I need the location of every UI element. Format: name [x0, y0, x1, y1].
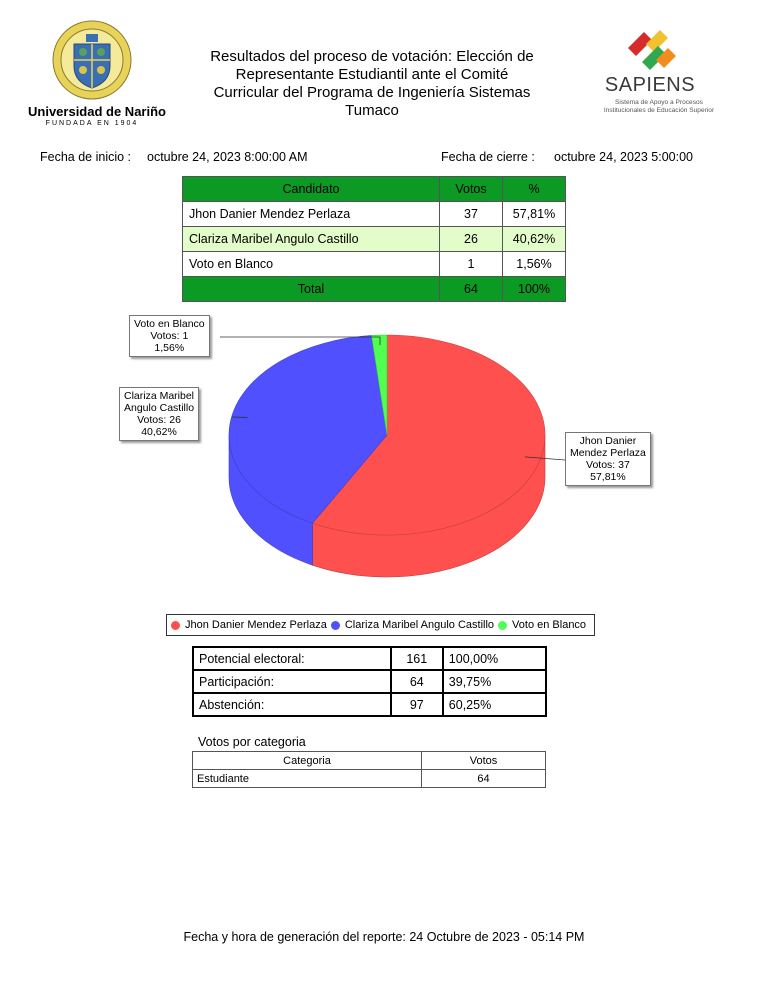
callout-jhon	[565, 432, 651, 486]
legend-label: Clariza Maribel Angulo Castillo	[344, 619, 495, 631]
sapiens-tagline	[600, 99, 718, 115]
results-header-row	[183, 177, 566, 202]
candidate-pct: 57,81%	[503, 202, 566, 227]
callout-clariza-pct: 40,62%	[141, 426, 177, 438]
category-table	[192, 751, 546, 788]
results-total-row	[183, 277, 566, 302]
university-logo	[28, 20, 166, 132]
results-table	[182, 176, 566, 302]
start-date-label: Fecha de inicio :	[40, 150, 132, 164]
header-candidato: Candidato	[183, 177, 440, 202]
chart-legend	[166, 614, 595, 636]
stat-value: 97	[391, 693, 443, 716]
legend-item-jhon	[171, 619, 327, 631]
callout-blanco-pct: 1,56%	[154, 342, 185, 354]
legend-item-blanco	[498, 619, 586, 631]
university-seal-icon	[52, 20, 132, 100]
callout-jhon-line-2: Mendez Perlaza	[570, 447, 646, 459]
callout-clariza-line-1: Clariza Maribel	[124, 390, 195, 402]
stat-pct: 100,00%	[443, 647, 546, 670]
candidate-votes: 26	[440, 227, 503, 252]
start-date-value: octubre 24, 2023 8:00:00 AM	[147, 150, 308, 164]
legend-item-clariza	[331, 619, 494, 631]
candidate-name: Jhon Danier Mendez Perlaza	[183, 202, 440, 227]
callout-clariza-line-2: Angulo Castillo	[124, 402, 195, 414]
total-label: Total	[183, 277, 440, 302]
legend-label: Jhon Danier Mendez Perlaza	[185, 619, 327, 631]
category-name: Estudiante	[193, 770, 422, 788]
end-date-value: octubre 24, 2023 5:00:00	[554, 150, 694, 164]
header-categoria: Categoria	[193, 752, 422, 770]
sapiens-tagline-2: Institucionales de Educación Superior	[603, 107, 715, 114]
title-line-1: Resultados del proceso de votación: Elección de	[210, 48, 534, 65]
candidate-name: Voto en Blanco	[183, 252, 440, 277]
header-votos: Votos	[422, 752, 546, 770]
sapiens-tagline-1: Sistema de Apoyo a Procesos	[615, 99, 703, 106]
stat-label: Participación:	[193, 670, 391, 693]
stat-value: 161	[391, 647, 443, 670]
stat-label: Potencial electoral:	[193, 647, 391, 670]
callout-blanco-votes: Votos: 1	[150, 330, 189, 342]
callout-blanco	[129, 315, 210, 357]
callout-blanco-line-1: Voto en Blanco	[134, 318, 205, 330]
sapiens-mark-icon	[622, 26, 678, 74]
participation-table	[192, 646, 547, 717]
total-pct: 100%	[503, 277, 566, 302]
table-row	[193, 693, 546, 716]
candidate-votes: 37	[440, 202, 503, 227]
university-founded: FUNDADA EN 1904	[45, 120, 139, 127]
header-pct: %	[503, 177, 566, 202]
table-row	[183, 252, 566, 277]
table-row	[193, 670, 546, 693]
callout-jhon-pct: 57,81%	[590, 471, 626, 483]
candidate-name: Clariza Maribel Angulo Castillo	[183, 227, 440, 252]
report-generated-footer: Fecha y hora de generación del reporte: 24 Octubre de 2023 - 05:14 PM	[183, 930, 585, 944]
category-header-row	[193, 752, 546, 770]
callout-clariza-votes: Votos: 26	[137, 414, 181, 426]
stat-value: 64	[391, 670, 443, 693]
header-votos: Votos	[440, 177, 503, 202]
table-row	[193, 647, 546, 670]
stat-label: Abstención:	[193, 693, 391, 716]
legend-swatch-icon	[331, 621, 340, 630]
stat-pct: 60,25%	[443, 693, 546, 716]
candidate-pct: 40,62%	[503, 227, 566, 252]
title-line-4: Tumaco	[345, 102, 399, 119]
pie-chart	[120, 305, 660, 605]
report-title	[200, 48, 544, 120]
table-row	[183, 202, 566, 227]
candidate-votes: 1	[440, 252, 503, 277]
title-line-2: Representante Estudiantil ante el Comité	[235, 66, 509, 83]
category-votes: 64	[422, 770, 546, 788]
callout-jhon-line-1: Jhon Danier	[579, 435, 637, 447]
end-date-label: Fecha de cierre :	[441, 150, 535, 164]
callout-jhon-votes: Votos: 37	[586, 459, 630, 471]
legend-label: Voto en Blanco	[512, 619, 587, 631]
title-line-3: Curricular del Programa de Ingeniería Sistemas	[213, 84, 531, 101]
legend-swatch-icon	[171, 621, 180, 630]
university-name: Universidad de Nariño	[28, 104, 166, 119]
sapiens-name: SAPIENS	[604, 74, 696, 96]
candidate-pct: 1,56%	[503, 252, 566, 277]
total-votes: 64	[440, 277, 503, 302]
callout-clariza	[119, 387, 199, 441]
table-row	[183, 227, 566, 252]
sapiens-logo	[600, 26, 720, 122]
stat-pct: 39,75%	[443, 670, 546, 693]
category-section-title: Votos por categoria	[198, 735, 306, 749]
legend-swatch-icon	[498, 621, 507, 630]
table-row	[193, 770, 546, 788]
